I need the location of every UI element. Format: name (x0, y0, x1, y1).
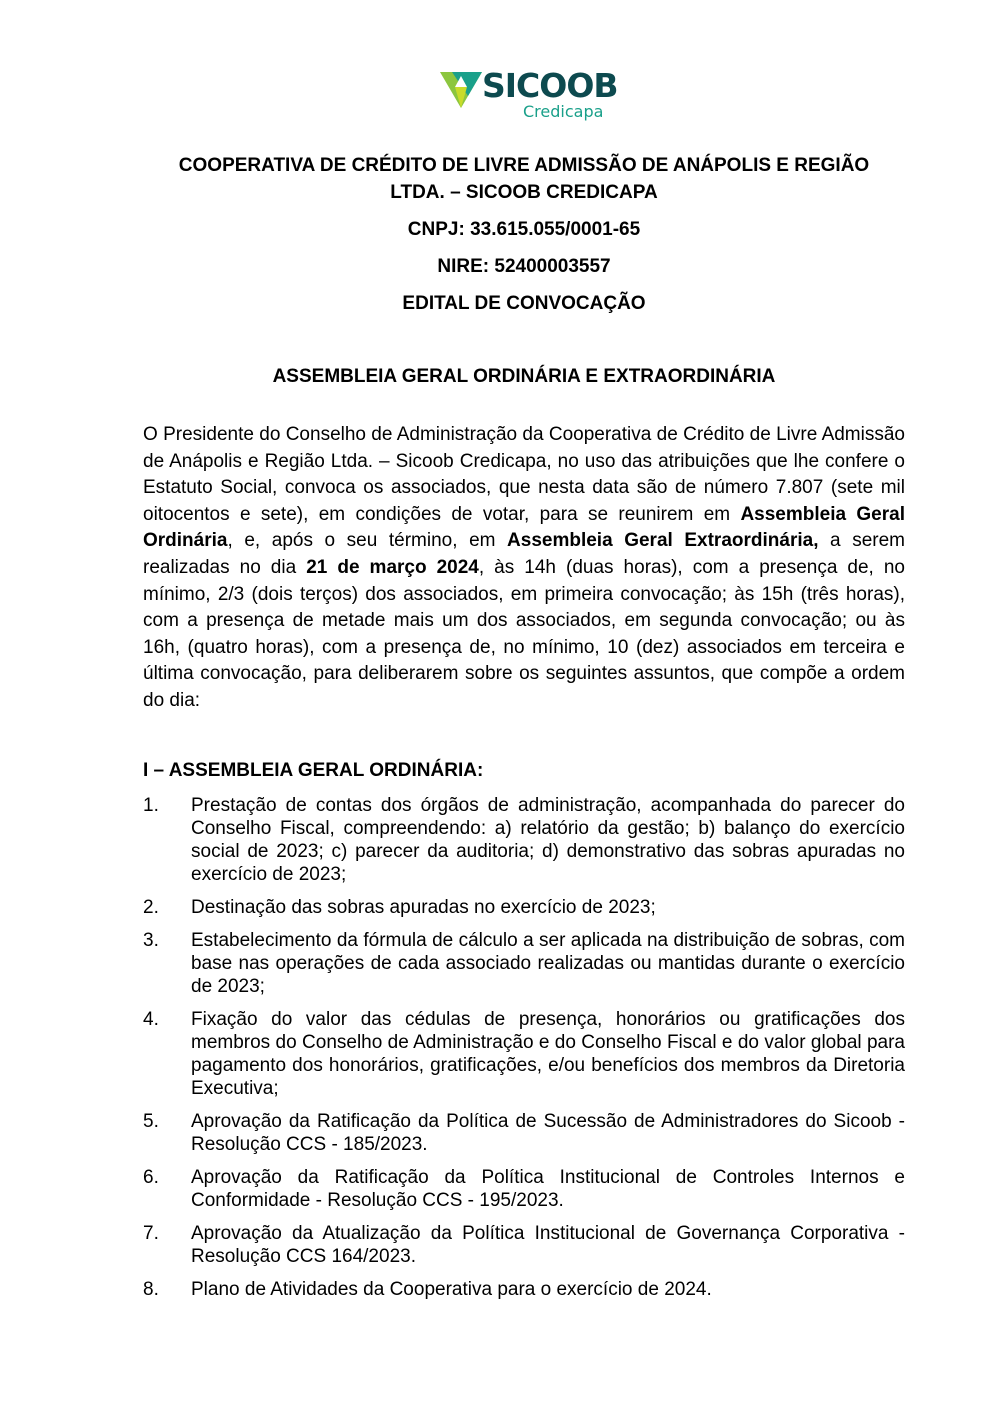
item-text: Plano de Atividades da Cooperativa para o exercício de 2024. (191, 1279, 712, 1300)
list-item (143, 1278, 905, 1301)
agenda-list (143, 794, 905, 1311)
item-number: 8. (143, 1279, 159, 1300)
item-text: Destinação das sobras apuradas no exercício de 2023; (191, 897, 656, 918)
item-text: Aprovação da Ratificação da Política de Sucessão de Administradores do Sicoob - Resolução CCS - 185/2023. (191, 1111, 905, 1155)
logo-brand: SICOOB (482, 66, 618, 105)
item-text: Prestação de contas dos órgãos de administração, acompanhada do parecer do Conselho Fiscal, compreendendo: a) relatório da gestão; b) balanço do exercício social de 2023; c) parecer da auditoria; d) demonstrativo das sobras apuradas no exercício de 2023; (191, 795, 905, 885)
item-number: 7. (143, 1223, 159, 1244)
item-text: Aprovação da Ratificação da Política Institucional de Controles Internos e Conformidade - Resolução CCS - 195/2023. (191, 1167, 905, 1211)
item-number: 2. (143, 897, 159, 918)
bold-segment: Assembleia Geral Extraordinária, (507, 530, 819, 552)
bold-segment: Assembleia Geral Ordinária (143, 503, 905, 552)
text-segment: , às 14h (duas horas), com a presença de, no mínimo, 2/3 (dois terços) dos associados, em primeira convocação; às 15h (três horas), com a presença de metade mais um dos associados, em segunda convocação; ou às 16h, (quatro horas), com a presença de, no mínimo, 10 (dez) associados em terceira e última convocação, para deliberarem sobre os seguintes assuntos, que compõe a ordem do dia: (143, 556, 905, 711)
list-item (143, 929, 905, 998)
text-segment: O Presidente do Conselho de Administração da Cooperativa de Crédito de Livre Admissão de Anápolis e Região Ltda. – Sicoob Credicapa, no uso das atribuições que lhe confere o Estatuto Social, convoca os associados, que nesta data são de número 7.807 (sete mil oitocentos e sete), em condições de votar, para se reunirem em (143, 424, 905, 525)
item-text: Fixação do valor das cédulas de presença, honorários ou gratificações dos membros do Conselho de Administração e do Conselho Fiscal e do valor global para pagamento dos honorários, gratificações, e/ou benefícios dos membros da Diretoria Executiva; (191, 1009, 905, 1099)
text-segment: a serem realizadas no dia (143, 530, 905, 578)
list-item (143, 1222, 905, 1268)
assembleia-title: ASSEMBLEIA GERAL ORDINÁRIA E EXTRAORDINÁRIA (272, 366, 776, 387)
text-segment: , e, após o seu término, em (227, 530, 508, 552)
item-number: 4. (143, 1009, 159, 1030)
logo-sub: Credicapa (523, 102, 604, 121)
item-number: 6. (143, 1167, 159, 1188)
edital-title: EDITAL DE CONVOCAÇÃO (402, 293, 646, 314)
cooperative-name-line2: LTDA. – SICOOB CREDICAPA (390, 182, 658, 203)
list-item (143, 1166, 905, 1212)
item-number: 3. (143, 930, 159, 951)
sicoob-logo (440, 66, 618, 122)
item-number: 5. (143, 1111, 159, 1132)
list-item (143, 794, 905, 886)
bold-segment: 21 de março 2024 (306, 556, 479, 578)
list-item (143, 1110, 905, 1156)
list-item (143, 1008, 905, 1100)
cnpj: CNPJ: 33.615.055/0001-65 (407, 219, 641, 240)
sicoob-triangle-icon (440, 70, 482, 110)
section-title: I – ASSEMBLEIA GERAL ORDINÁRIA: (143, 760, 484, 781)
cooperative-name-line1: COOPERATIVA DE CRÉDITO DE LIVRE ADMISSÃO DE ANÁPOLIS E REGIÃO (178, 155, 870, 176)
item-text: Aprovação da Atualização da Política Institucional de Governança Corporativa - Resolução CCS 164/2023. (191, 1223, 905, 1267)
item-number: 1. (143, 795, 159, 816)
item-text: Estabelecimento da fórmula de cálculo a ser aplicada na distribuição de sobras, com base nas operações de cada associado realizadas ou mantidas durante o exercício de 2023; (191, 930, 905, 997)
list-item (143, 896, 905, 919)
cooperative-name (120, 152, 928, 206)
convocation-paragraph (143, 422, 905, 715)
nire: NIRE: 52400003557 (437, 256, 611, 277)
